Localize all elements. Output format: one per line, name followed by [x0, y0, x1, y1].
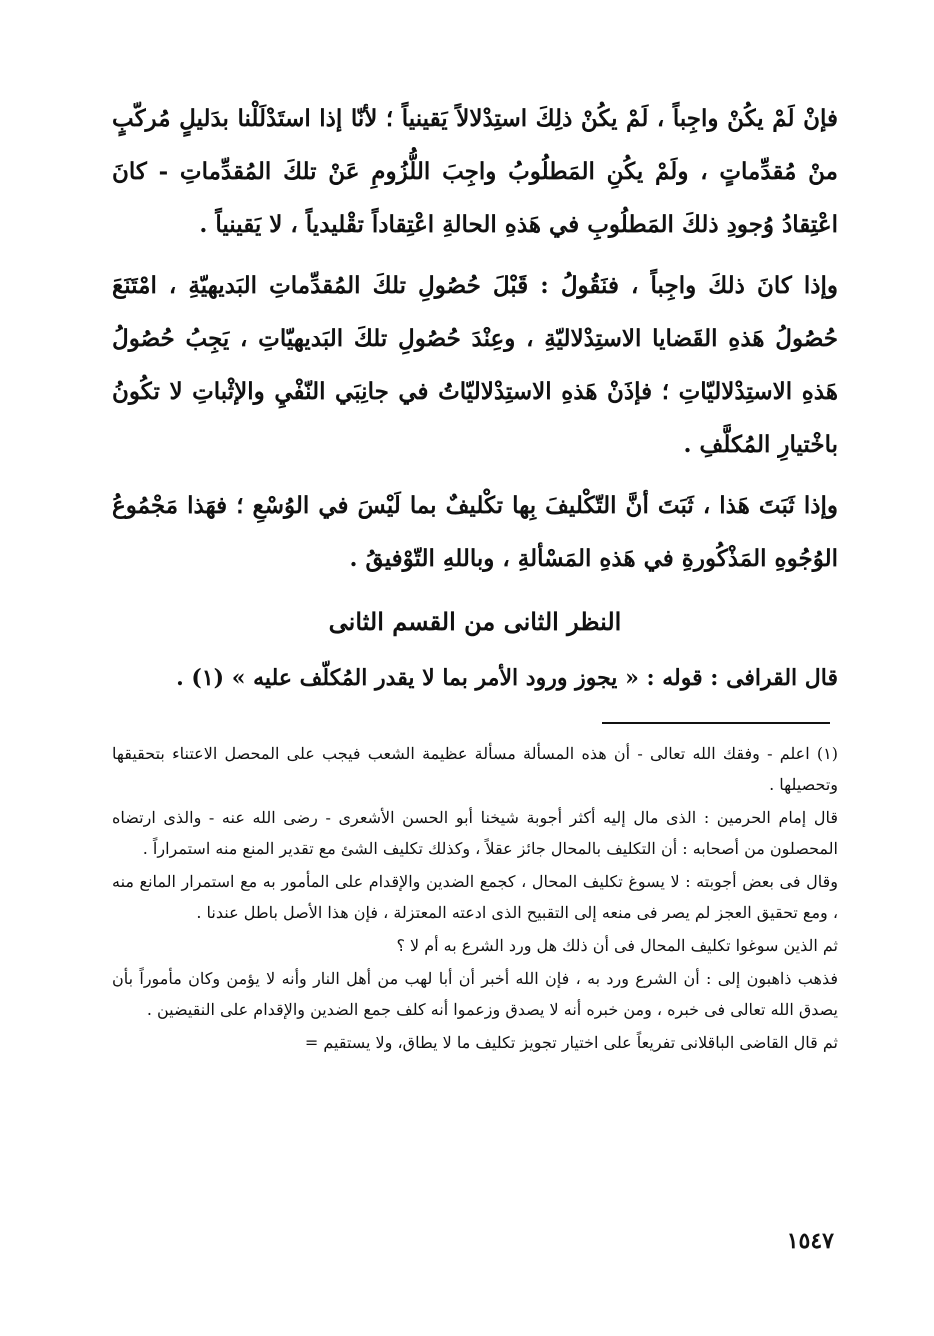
- footnote-paragraph-5: فذهب ذاهبون إلى : أن الشرع ورد به ، فإن الله أخبر أن أبا لهب من أهل النار وأنه لا يؤمن وكان مأموراً بأن يصدق الله تعالى فى خبره ، ومن خبره أنه لا يصدق وزعموا أنه كلف جمع الضدين والإقدام على النقيضين .: [112, 969, 838, 1019]
- footnote-paragraph-2: قال إمام الحرمين : الذى مال إليه أكثر أجوبة شيخنا أبو الحسن الأشعرى - رضى الله عنه - والذى ارتضاه المحصلون من أصحابه : أن التكليف بالمحال جائز عقلاً ، وكذلك تكليف الشئ مع تقدير المنع منه استمراراً .: [112, 808, 838, 858]
- footnote-paragraph-1: (١) اعلم - وفقك الله تعالى - أن هذه المسألة مسألة عظيمة الشعب فيجب على المحصل الاعتناء بتحقيقها وتحصيلها .: [112, 744, 838, 794]
- qarafi-quote: قال القرافى : قوله : « يجوز ورود الأمر بما لا يقدر المُكلّف عليه » (١) .: [176, 665, 838, 691]
- paragraph-2: وإذا كانَ ذلكَ واجِباً ، فنَقُولُ : قَبْلَ حُصُولِ تلكَ المُقدِّماتِ البَديهيّةِ ، امْتَنَعَ حُصُولُ هَذهِ القَضايا الاستِدْلاليّةِ ، وعِنْدَ حُصُولِ تلكَ البَديهيّاتِ ، يَجِبُ حُصُولُ هَذهِ الاستِدْلاليّاتِ ؛ فإذَنْ هَذهِ الاستِدْلاليّاتُ في جانِبَي النّفْيِ والإثْباتِ لا تكُونُ باخْتيارِ المُكلَّفِ .: [112, 272, 838, 458]
- footnote-paragraph-3: وقال فى بعض أجوبته : لا يسوغ تكليف المحال ، كجمع الضدين والإقدام على المأمور به مع استمرار المانع منه ، ومع تحقيق العجز لم يصر فى منعه إلى التقبيح الذى ادعته المعتزلة ، فإن هذا الأصل باطل عندنا .: [112, 872, 838, 922]
- footnote-paragraph-6: ثم قال القاضى الباقلانى تفريعاً على اختيار تجويز تكليف ما لا يطاق، ولا يستقيم =: [304, 1033, 838, 1052]
- section-heading: النظر الثانى من القسم الثانى: [328, 607, 622, 636]
- footnotes: [112, 738, 838, 1060]
- main-text: [112, 92, 838, 593]
- paragraph-3: وإذا ثَبَتَ هَذا ، ثَبَتَ أنَّ التّكْليفَ بِها تكْليفٌ بما لَيْسَ في الوُسْعِ ؛ فهَذا مَجْمُوعُ الوُجُوهِ المَذْكُورةِ في هَذهِ المَسْألةِ ، وباللهِ التّوْفيقُ .: [112, 492, 838, 572]
- footnote-paragraph-4: ثم الذين سوغوا تكليف المحال فى أن ذلك هل ورد الشرع به أم لا ؟: [396, 936, 838, 955]
- footnote-divider: [602, 722, 830, 724]
- paragraph-1: فإنْ لَمْ يكُنْ واجِباً ، لَمْ يكُنْ ذلِكَ استِدْلالاً يَقينياً ؛ لأنّا إذا استَدْلَلْنا بدَليلٍ مُركّبٍ منْ مُقدِّماتٍ ، ولَمْ يكُنِ المَطلُوبُ واجِبَ اللُّزُومِ عَنْ تلكَ المُقدِّماتِ - كانَ اعْتِقادُ وُجودِ ذلكَ المَطلُوبِ في هَذهِ الحالةِ اعْتِقاداً تقْليدياً ، لا يَقينياً .: [112, 105, 838, 238]
- page-number: ١٥٤٧: [786, 1228, 834, 1254]
